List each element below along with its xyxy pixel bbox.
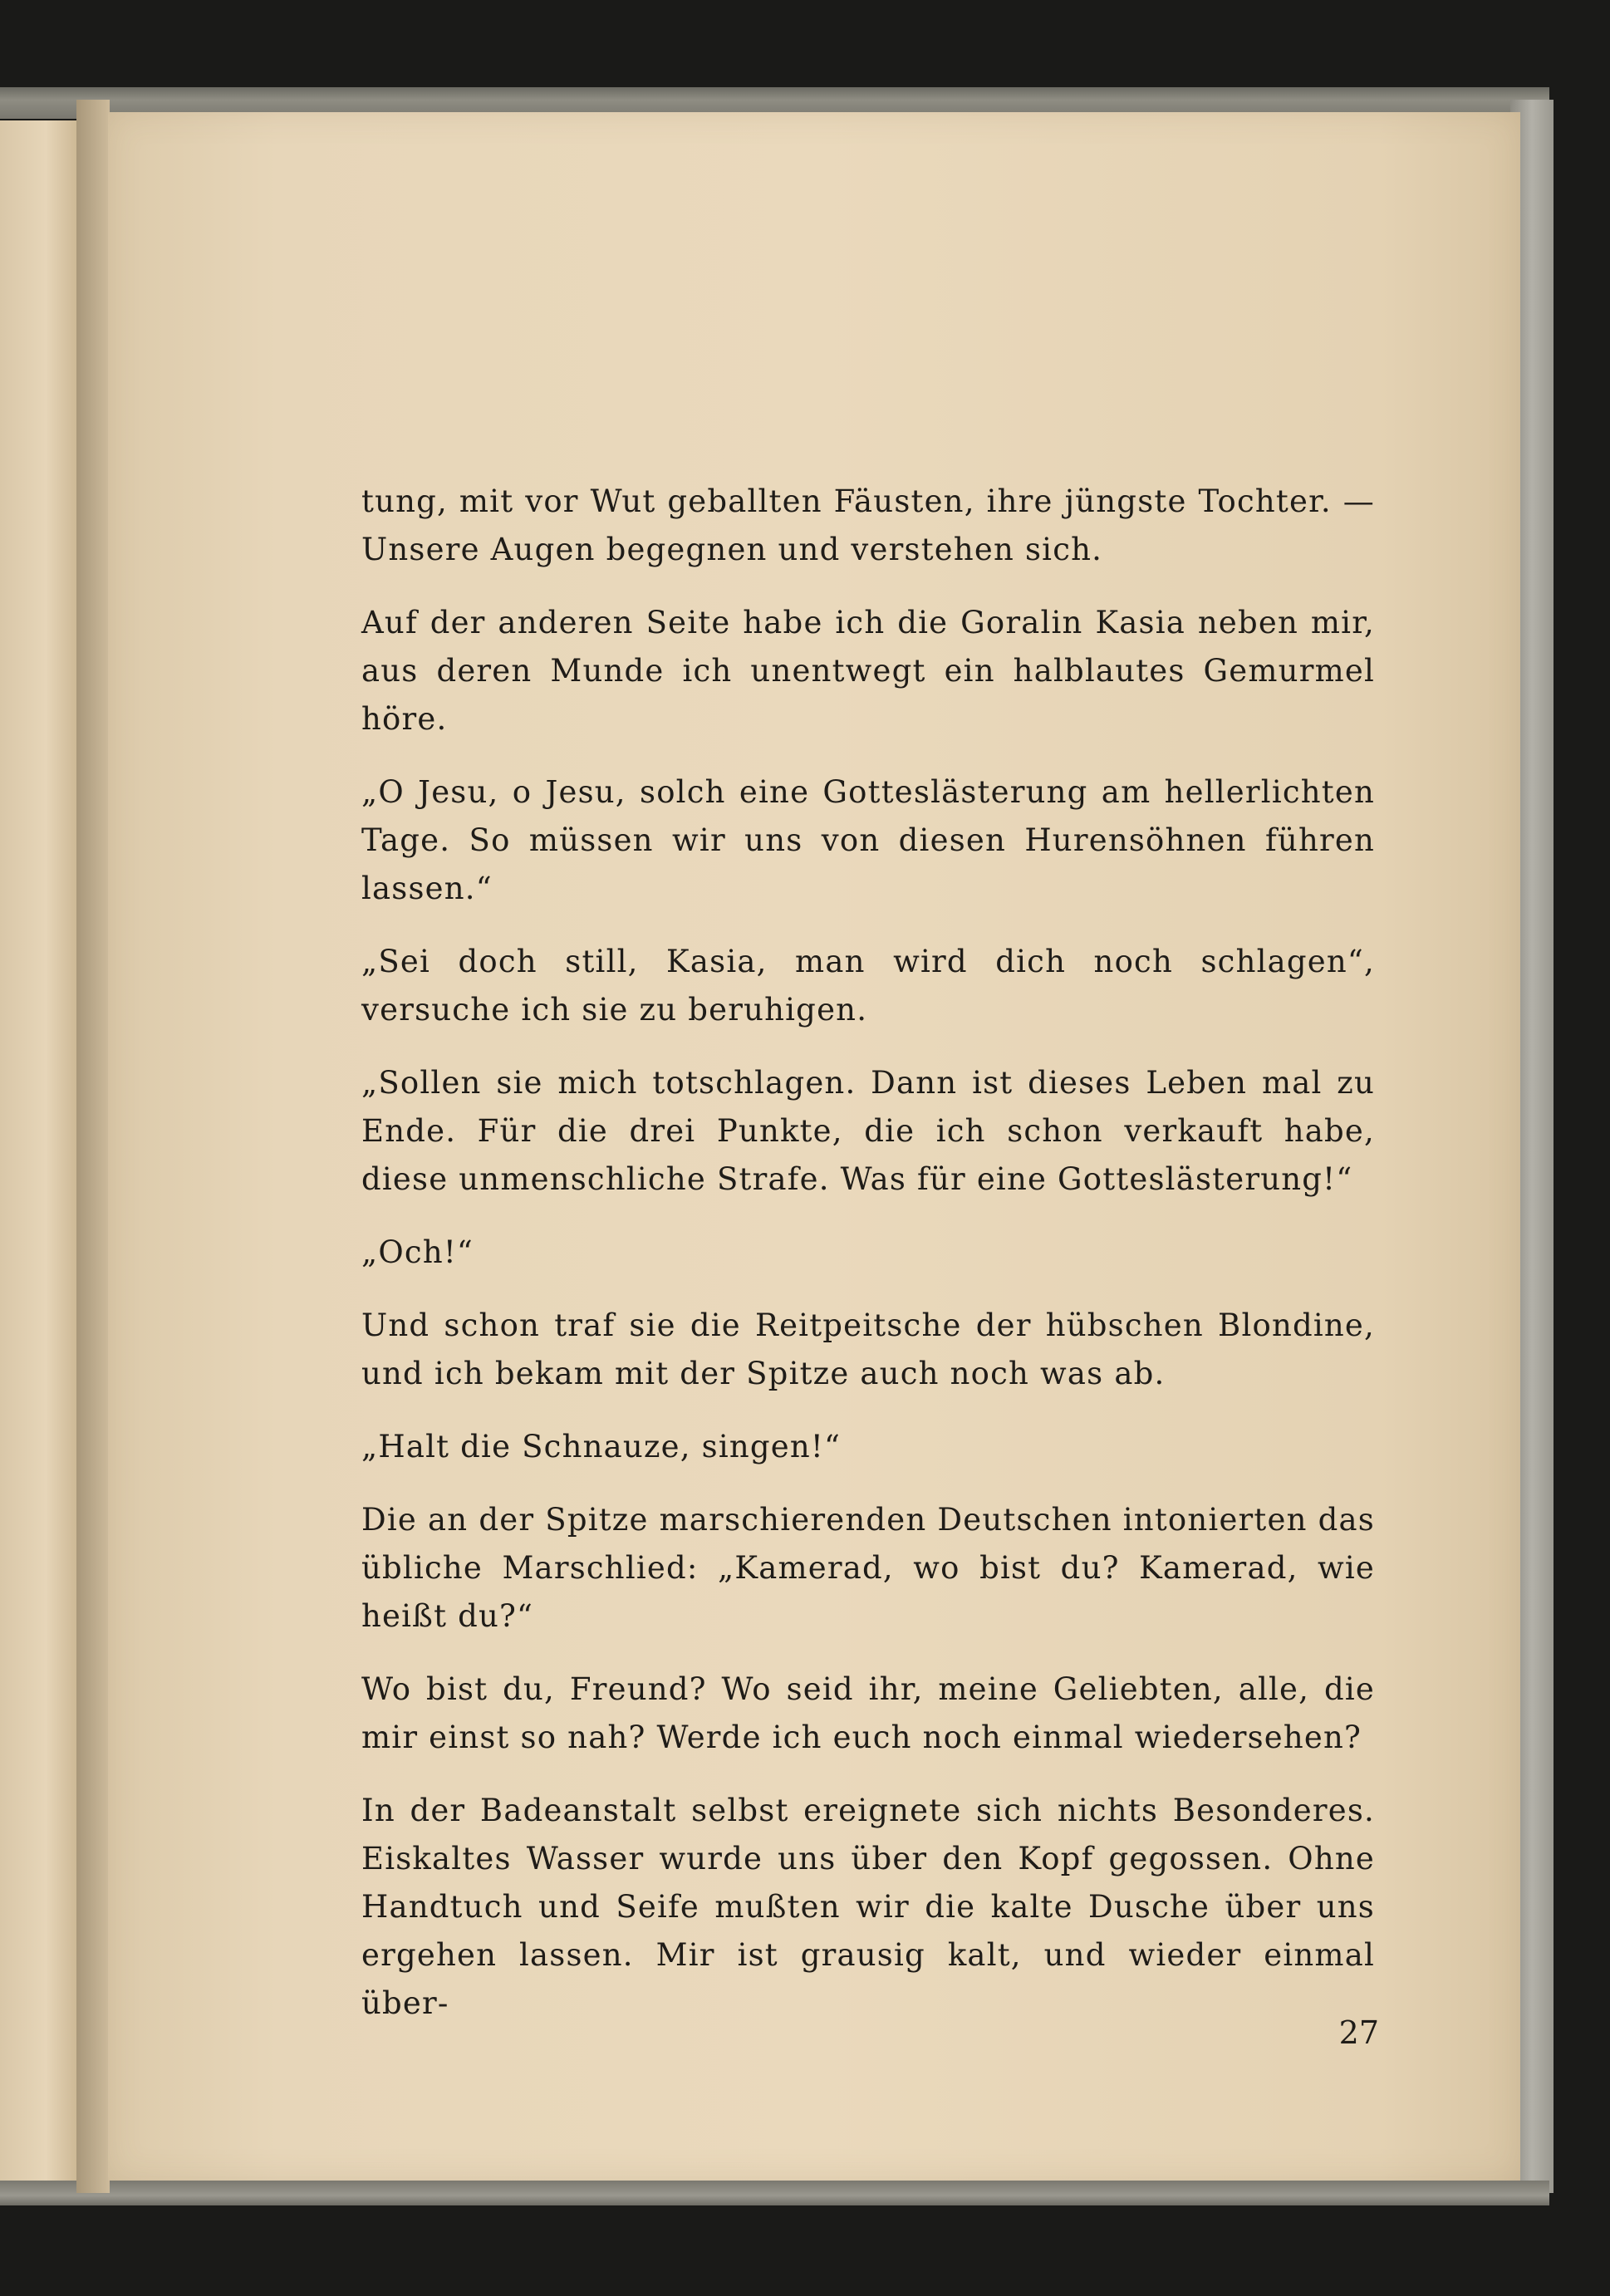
book-page <box>108 112 1520 2181</box>
paragraph-4: „Sei doch still, Kasia, man wird dich noch schlagen“, versuche ich sie zu beruhigen. <box>361 944 1375 1028</box>
paragraph-6: „Och!“ <box>361 1234 474 1270</box>
paragraph-11: In der Badeanstalt selbst ereignete sich nichts Besonderes. Eiskaltes Wasser wurde uns über den Kopf gegossen. Ohne Handtuch und Seife mußten wir die kalte Dusche über uns ergehen lassen. Mir ist grausig kalt, und wieder einmal über- <box>361 1793 1375 2021</box>
paragraph-8: „Halt die Schnauze, singen!“ <box>361 1429 842 1464</box>
paragraph-5: „Sollen sie mich totschlagen. Dann ist dieses Leben mal zu Ende. Für die drei Punkte, die ich schon verkauft habe, diese unmenschliche Strafe. Was für eine Gotteslästerung!“ <box>361 1065 1375 1197</box>
paragraph-10: Wo bist du, Freund? Wo seid ihr, meine Geliebten, alle, die mir einst so nah? Werde ich euch noch einmal wiedersehen? <box>361 1671 1375 1755</box>
book-cover-bottom-edge <box>0 2181 1549 2205</box>
paragraph-7: Und schon traf sie die Reitpeitsche der hübschen Blondine, und ich bekam mit der Spitze auch noch was ab. <box>361 1307 1375 1391</box>
facing-page-edge <box>0 120 76 2181</box>
paragraph-1: tung, mit vor Wut geballten Fäusten, ihre jüngste Tochter. — Unsere Augen begegnen und verstehen sich. <box>361 483 1375 567</box>
page-text <box>361 478 1375 2053</box>
paragraph-9: Die an der Spitze marschierenden Deutschen intonierten das übliche Marschlied: „Kamerad, wo bist du? Kamerad, wie heißt du?“ <box>361 1502 1375 1634</box>
paragraph-3: „O Jesu, o Jesu, solch eine Gotteslästerung am hellerlichten Tage. So müssen wir uns von diesen Hurensöhnen führen lassen.“ <box>361 774 1375 906</box>
paragraph-2: Auf der anderen Seite habe ich die Goralin Kasia neben mir, aus deren Munde ich unentwegt ein halblautes Gemurmel höre. <box>361 605 1375 737</box>
book-gutter <box>76 100 110 2193</box>
page-number: 27 <box>1338 2014 1379 2051</box>
